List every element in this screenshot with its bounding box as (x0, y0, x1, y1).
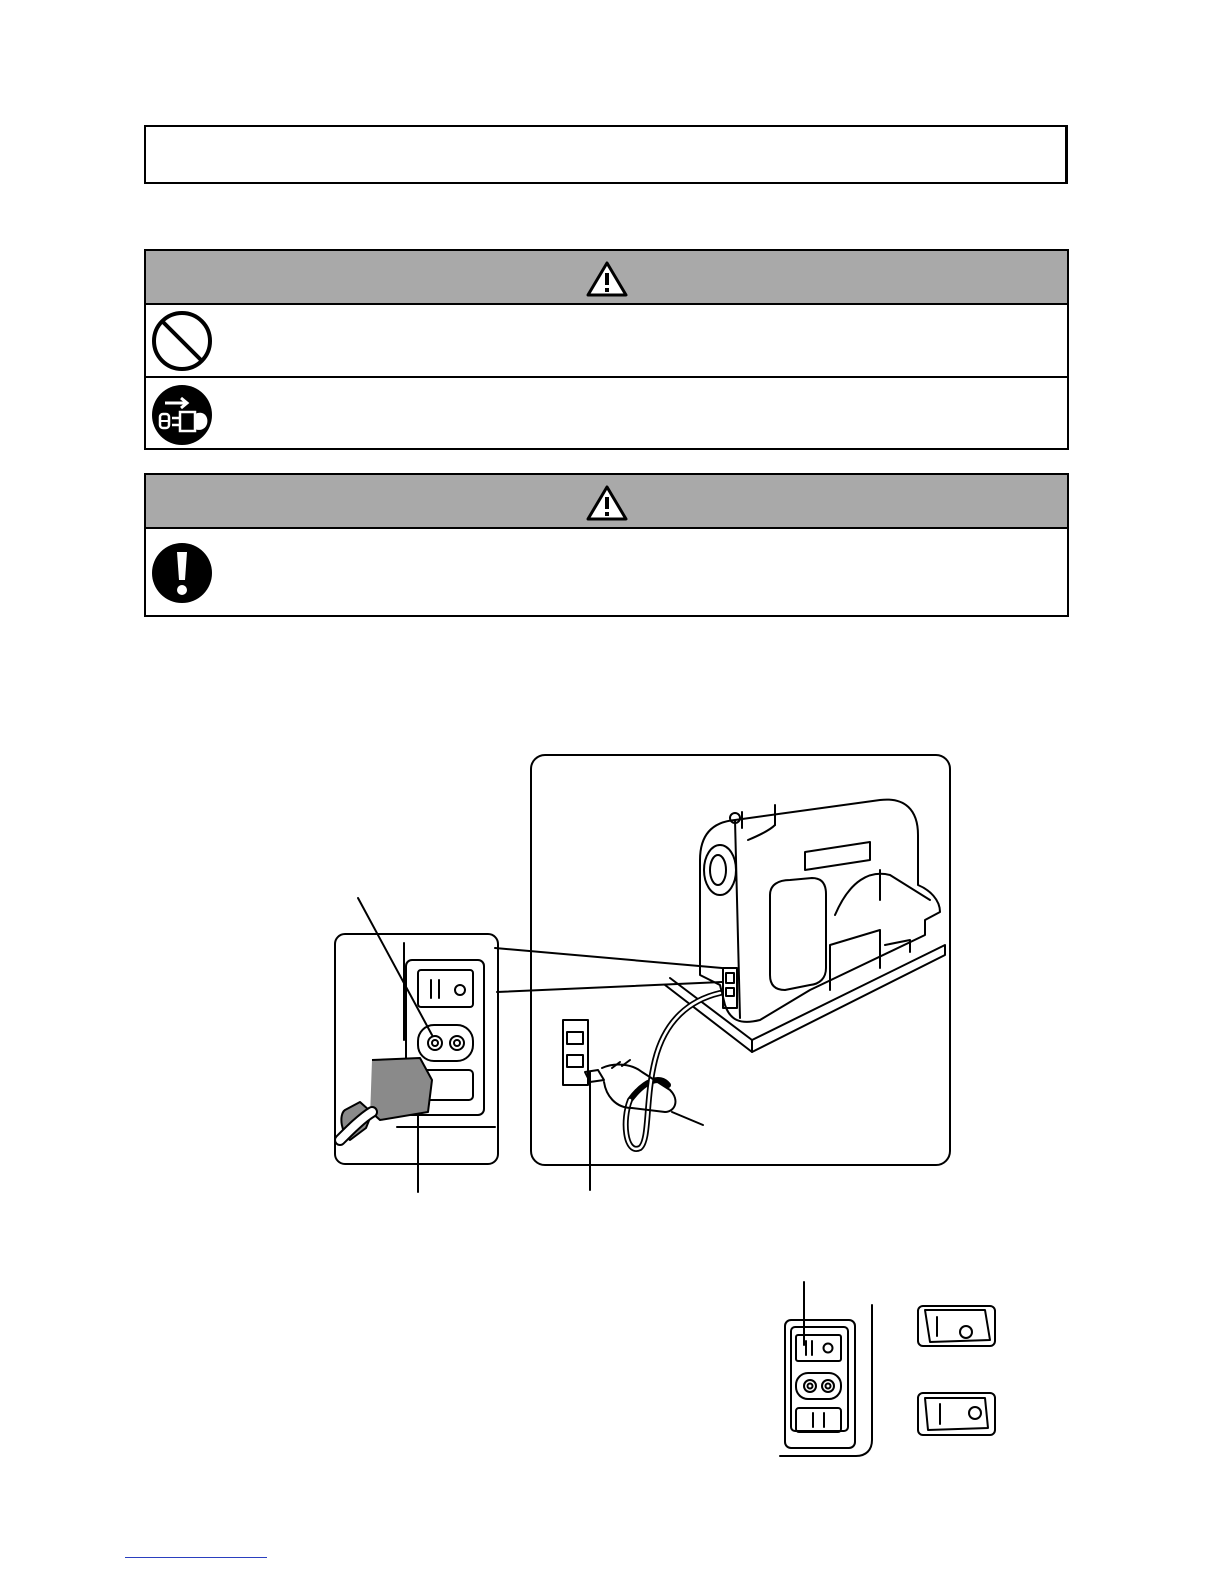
warning-triangle-icon (585, 484, 629, 522)
caution-panel-header (146, 475, 1067, 529)
sewing-machine-power-connection-illustration (320, 740, 960, 1200)
section-title-box (144, 125, 1068, 184)
warning-triangle-icon (585, 260, 629, 298)
mandatory-exclamation-icon (151, 542, 213, 604)
power-switch-on-off-illustration (775, 1275, 1005, 1465)
footer-rule (125, 1557, 267, 1558)
caution-row-mandatory (146, 529, 1067, 617)
warning-row-prohibition (146, 305, 1067, 378)
prohibition-icon (151, 310, 213, 372)
warning-panel-header (146, 251, 1067, 305)
warning-panel (144, 249, 1069, 450)
warning-row-unplug (146, 378, 1067, 450)
unplug-icon (151, 384, 213, 446)
caution-panel (144, 473, 1069, 617)
